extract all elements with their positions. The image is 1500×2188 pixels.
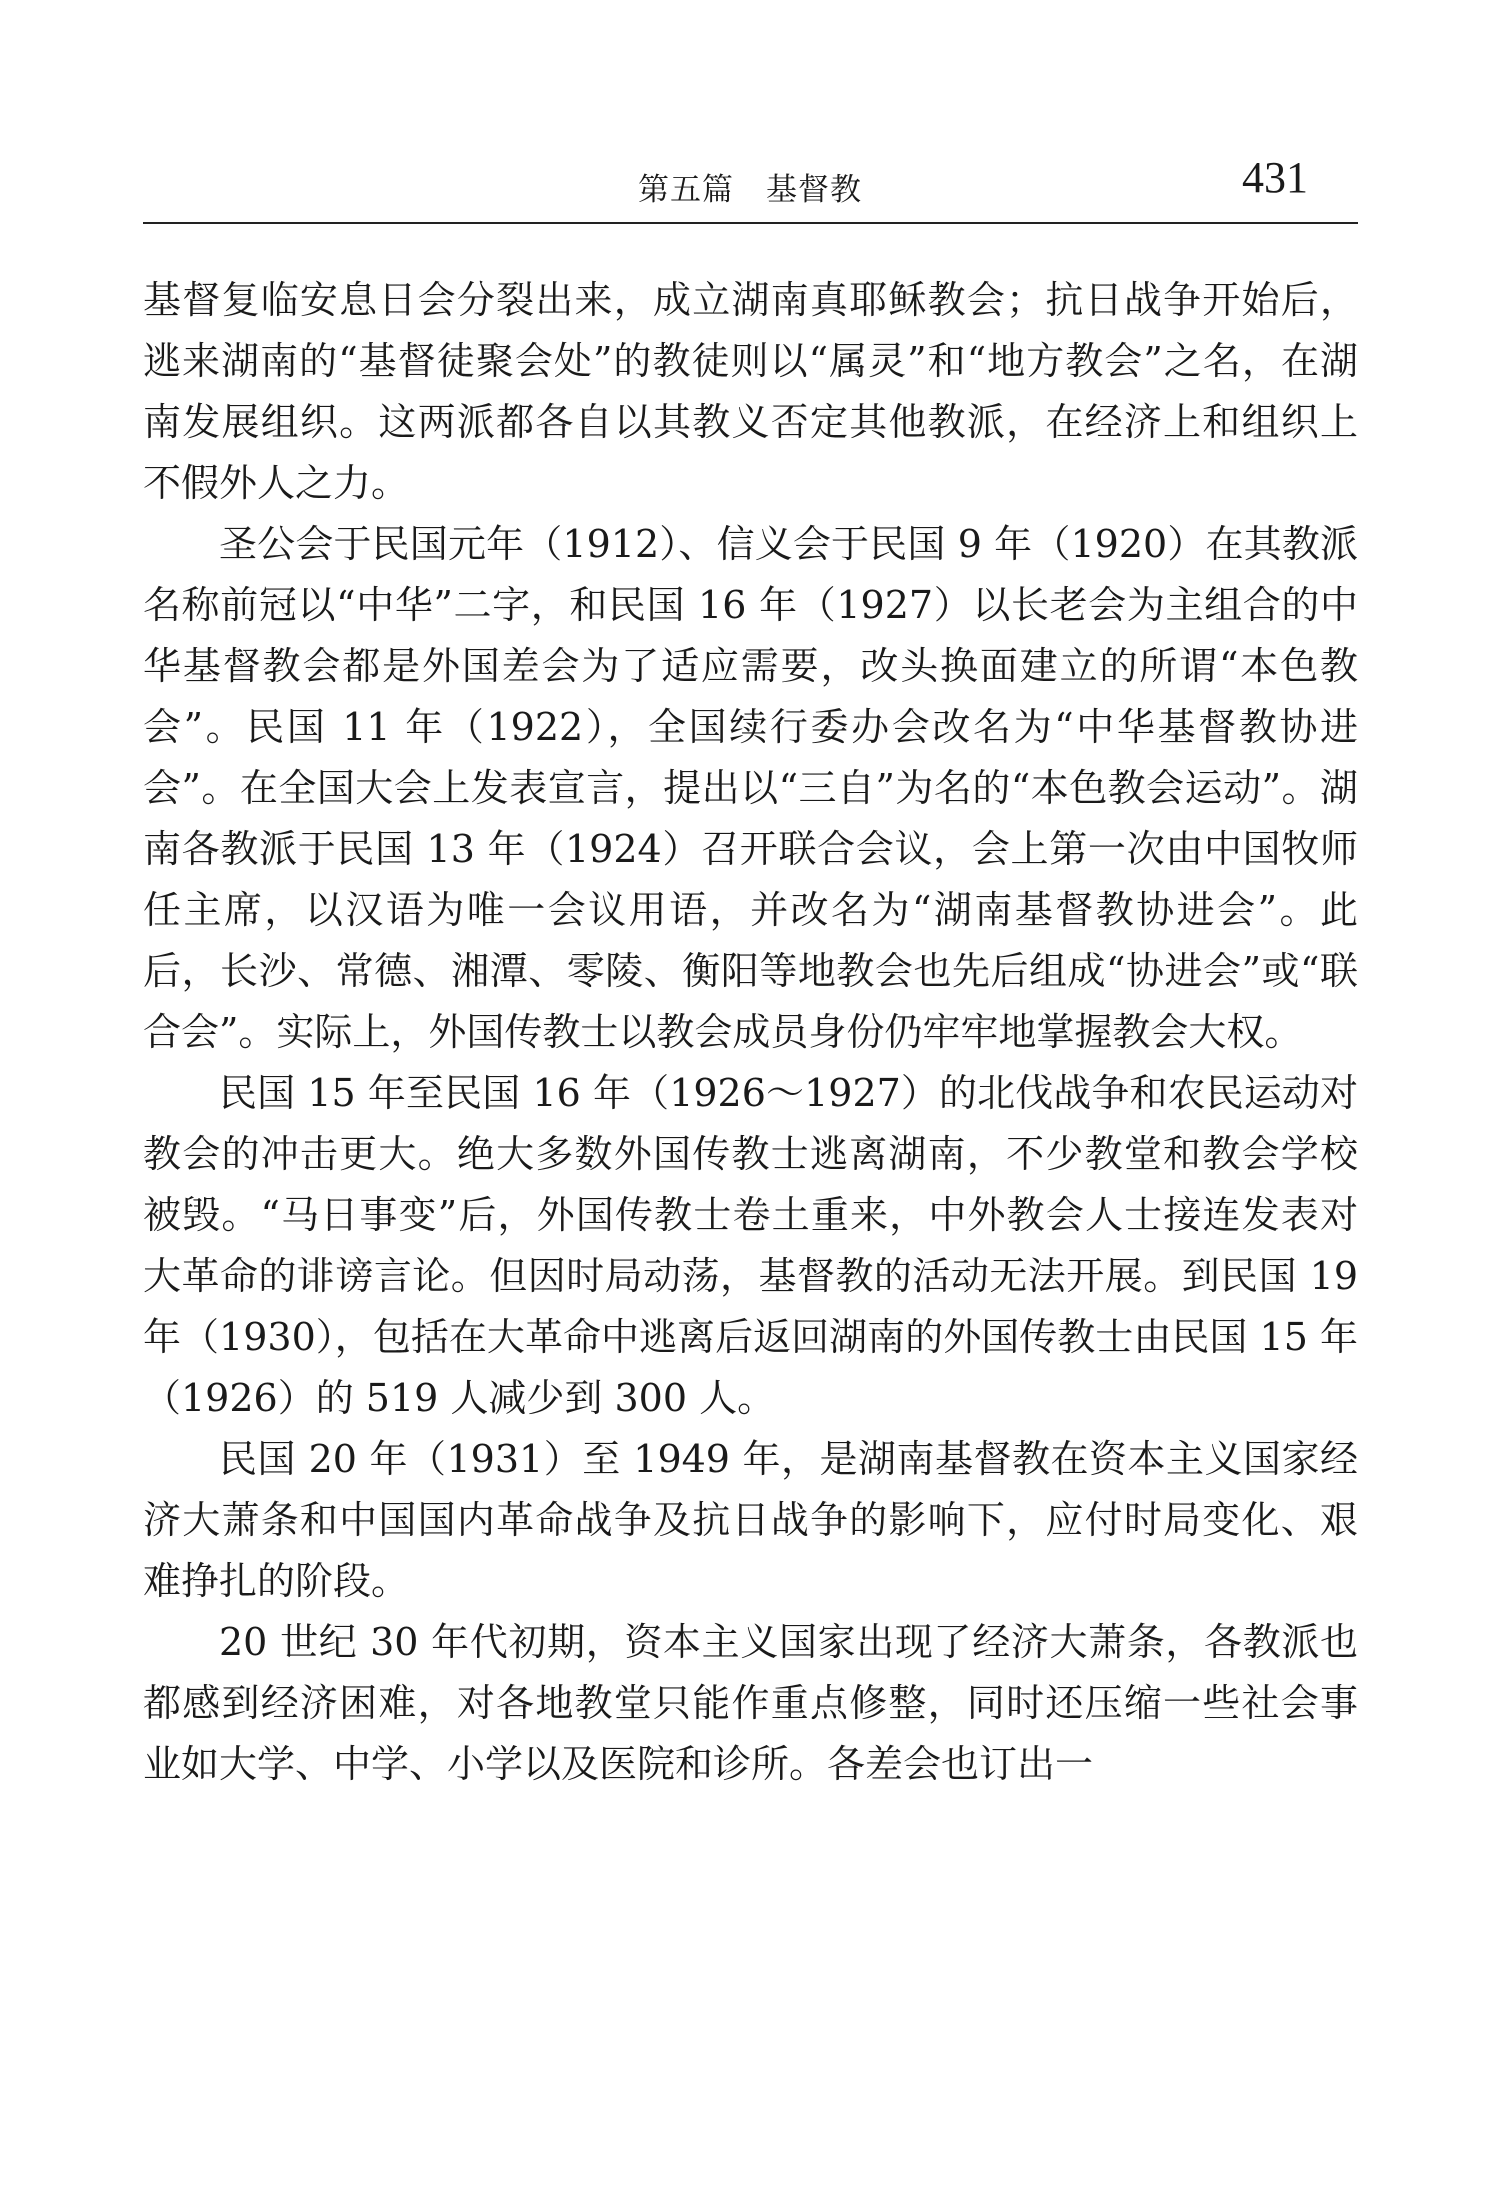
page-header xyxy=(143,150,1358,222)
paragraph-continued: 基督复临安息日会分裂出来，成立湖南真耶稣教会；抗日战争开始后，逃来湖南的“基督徒聚会处”的教徒则以“属灵”和“地方教会”之名，在湖南发展组织。这两派都各自以其教义否定其他教派，在经济上和组织上不假外人之力。 xyxy=(143,278,1358,505)
body-text xyxy=(143,270,1358,1795)
paragraph: 圣公会于民国元年（1912）、信义会于民国 9 年（1920）在其教派名称前冠以“中华”二字，和民国 16 年（1927）以长老会为主组合的中华基督教会都是外国差会为了适应需要，改头换面建立的所谓“本色教会”。民国 11 年（1922），全国续行委办会改名为“中华基督教协进会”。在全国大会上发表宣言，提出以“三自”为名的“本色教会运动”。湖南各教派于民国 13 年（1924）召开联合会议，会上第一次由中国牧师任主席，以汉语为唯一会议用语，并改名为“湖南基督教协进会”。此后，长沙、常德、湘潭、零陵、衡阳等地教会也先后组成“协进会”或“联合会”。实际上，外国传教士以教会成员身份仍牢牢地掌握教会大权。 xyxy=(143,522,1358,1054)
header-divider xyxy=(143,222,1358,224)
paragraph: 20 世纪 30 年代初期，资本主义国家出现了经济大萧条，各教派也都感到经济困难，对各地教堂只能作重点修整，同时还压缩一些社会事业如大学、中学、小学以及医院和诊所。各差会也订出一 xyxy=(143,1620,1358,1786)
paragraph: 民国 15 年至民国 16 年（1926～1927）的北伐战争和农民运动对教会的冲击更大。绝大多数外国传教士逃离湖南，不少教堂和教会学校被毁。“马日事变”后，外国传教士卷土重来，中外教会人士接连发表对大革命的诽谤言论。但因时局动荡，基督教的活动无法开展。到民国 19 年（1930），包括在大革命中逃离后返回湖南的外国传教士由民国 15 年（1926）的 519 人减少到 300 人。 xyxy=(143,1071,1358,1420)
section-title: 第五篇 基督教 xyxy=(638,172,862,208)
page-number: 431 xyxy=(1242,153,1308,202)
paragraph: 民国 20 年（1931）至 1949 年，是湖南基督教在资本主义国家经济大萧条和中国国内革命战争及抗日战争的影响下，应付时局变化、艰难挣扎的阶段。 xyxy=(143,1437,1358,1603)
